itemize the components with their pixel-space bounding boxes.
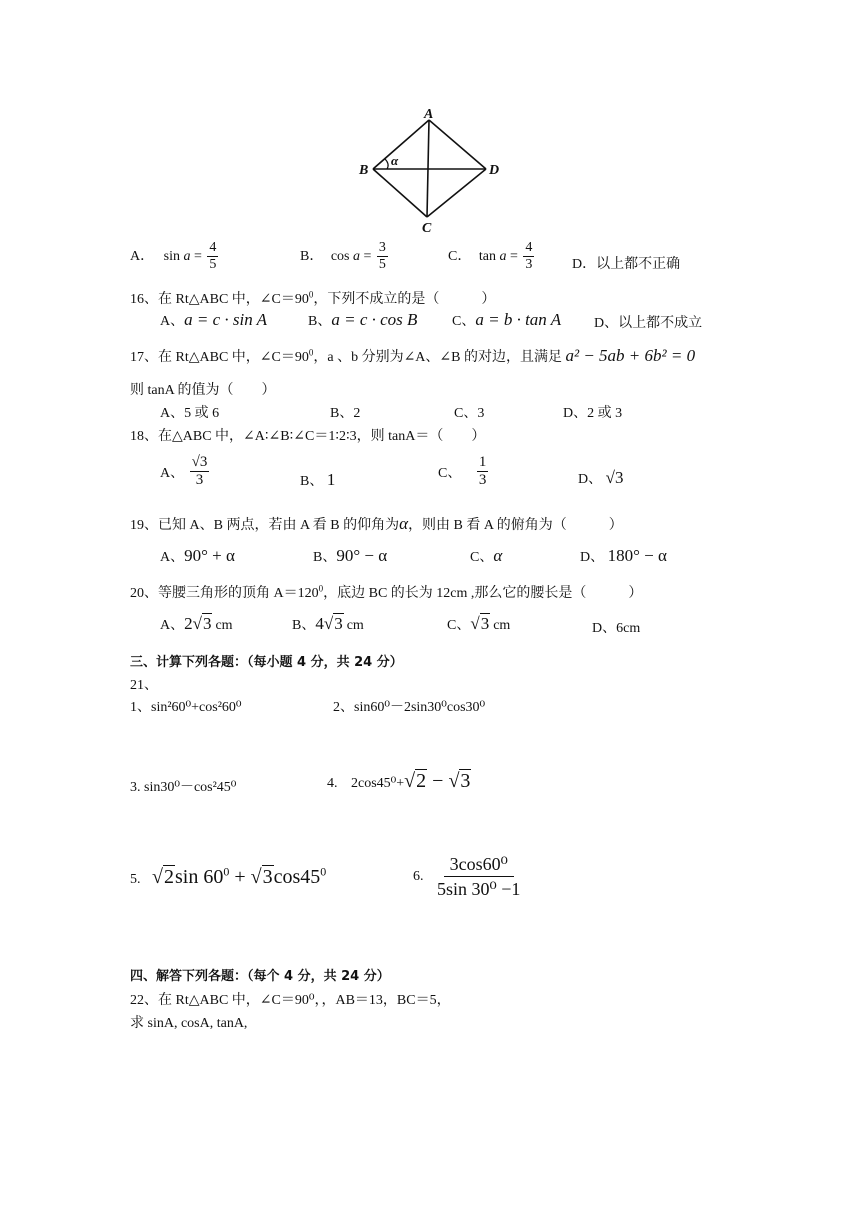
q15-option-b: B． cos a = $\frac{3}{5}$ [300,240,386,273]
q18-option-b: B、 1 [300,470,336,489]
q18-option-a: A、 $\frac{√3}{3}$ [160,454,208,489]
q21-part2: 2、sin60⁰－2sin30⁰cos30⁰ [333,700,486,715]
variable: a [353,248,361,264]
func-name: cos [330,248,350,264]
fraction: $\frac{4}{3}$ [525,240,533,273]
label-a: A [424,107,434,122]
option-label: C． [448,248,472,264]
q16-stem: 16、在 Rt△ABC 中，$\angle C=90^0$，下列不成立的是（ ） [130,289,496,307]
q17-option-b: B、2 [330,406,361,421]
q21-part5: 5. √2sin $60^0 + √3\cos 45^0$ [130,864,327,888]
equation: a² − 5ab + 6b² = 0 [565,346,696,365]
q17-line2: 则 tanA 的值为（ ） [130,383,276,398]
func-name: tan [478,248,496,264]
q17-option-a: A、5 或 6 [160,406,220,421]
q17-option-d: D、2 或 3 [563,406,623,421]
section3-title: 三、计算下列各题：（每小题 4 分，共 24 分） [130,655,403,670]
label-c: C [422,221,432,236]
option-label: B． [300,248,324,264]
q18-option-c: C、 $\frac{1}{3}$ [438,454,487,489]
q21-part3: 3. sin30⁰－cos²45⁰ [130,780,237,795]
q19-option-d: D、 180° − α [580,546,667,565]
q16-option-b: B、a = c · cos B [308,310,418,329]
q20-option-a: A、2√3 cm [160,614,233,633]
label-alpha: α [391,153,399,168]
q22-line1: 22、在 Rt△ABC 中，∠C＝90⁰，，AB＝13，BC＝5， [130,993,451,1008]
q20-option-d: D、6cm [592,621,641,636]
q19-option-b: B、90° − α [313,546,388,565]
section4-title: 四、解答下列各题：（每个 4 分，共 24 分） [130,969,390,984]
q16-option-c: C、a = b · tan A [452,310,562,329]
label-b: B [359,163,369,178]
q21-part4: 4. 2cos45⁰+√2 − √3 [327,770,471,792]
q18-option-d: D、 √3 [578,468,624,487]
variable: a [499,248,507,264]
q19-option-c: C、α [470,546,503,565]
q17-option-c: C、3 [454,406,485,421]
q19-option-a: A、90° + α [160,546,235,565]
label-d: D [489,163,500,178]
q22-line2: 求 sinA, cosA, tanA, [130,1016,248,1031]
q21-part6: 6. $\frac{\text{3cos60⁰}}{\text{5sin 30⁰ −1}}$ [413,854,521,900]
fraction: $\frac{4}{5}$ [209,240,217,273]
q20-stem: 20、等腰三角形的顶角 $A=120^0$，底边 BC 的长为 12cm ,那么它的腰长是（ ） [130,583,643,601]
angle-arc [385,159,388,169]
q17-stem: 17、在 Rt△ABC 中，$\angle C=90^0$，a 、b 分别为∠A、∠B 的对边，且满足 a² − 5ab + 6b² = 0 [130,346,696,365]
edge-cd [427,169,486,217]
option-label: A． [130,248,155,264]
q18-stem: 18、在△ABC 中，∠A∶∠B∶∠C＝1∶2∶3，则 tanA＝（ ） [130,429,486,444]
edge-bc [373,169,427,217]
q15-option-a: A． sin a = $\frac{4}{5}$ [130,240,217,273]
q21-label: 21、 [130,678,158,693]
q21-part1: 1、sin²60⁰+cos²60⁰ [130,700,242,715]
edge-ad [429,120,486,169]
edge-ab [373,120,429,169]
q16-option-d: D、以上都不成立 [594,316,703,331]
func-name: sin [163,248,180,264]
rhombus-figure [350,100,510,236]
q16-option-a: A、a = c · sin A [160,310,268,329]
q20-option-c: C、√3 cm [447,614,511,633]
q15-option-d: D．以上都不正确 [572,257,681,272]
q20-option-b: B、4√3 cm [292,614,364,633]
variable: a [183,248,191,264]
q19-stem: 19、已知 A、B 两点，若由 A 看 B 的仰角为α，则由 B 看 A 的俯角为（ ） [130,514,623,533]
fraction: $\frac{3}{5}$ [378,240,386,273]
q15-option-c: C． tan a = $\frac{4}{3}$ [448,240,533,273]
